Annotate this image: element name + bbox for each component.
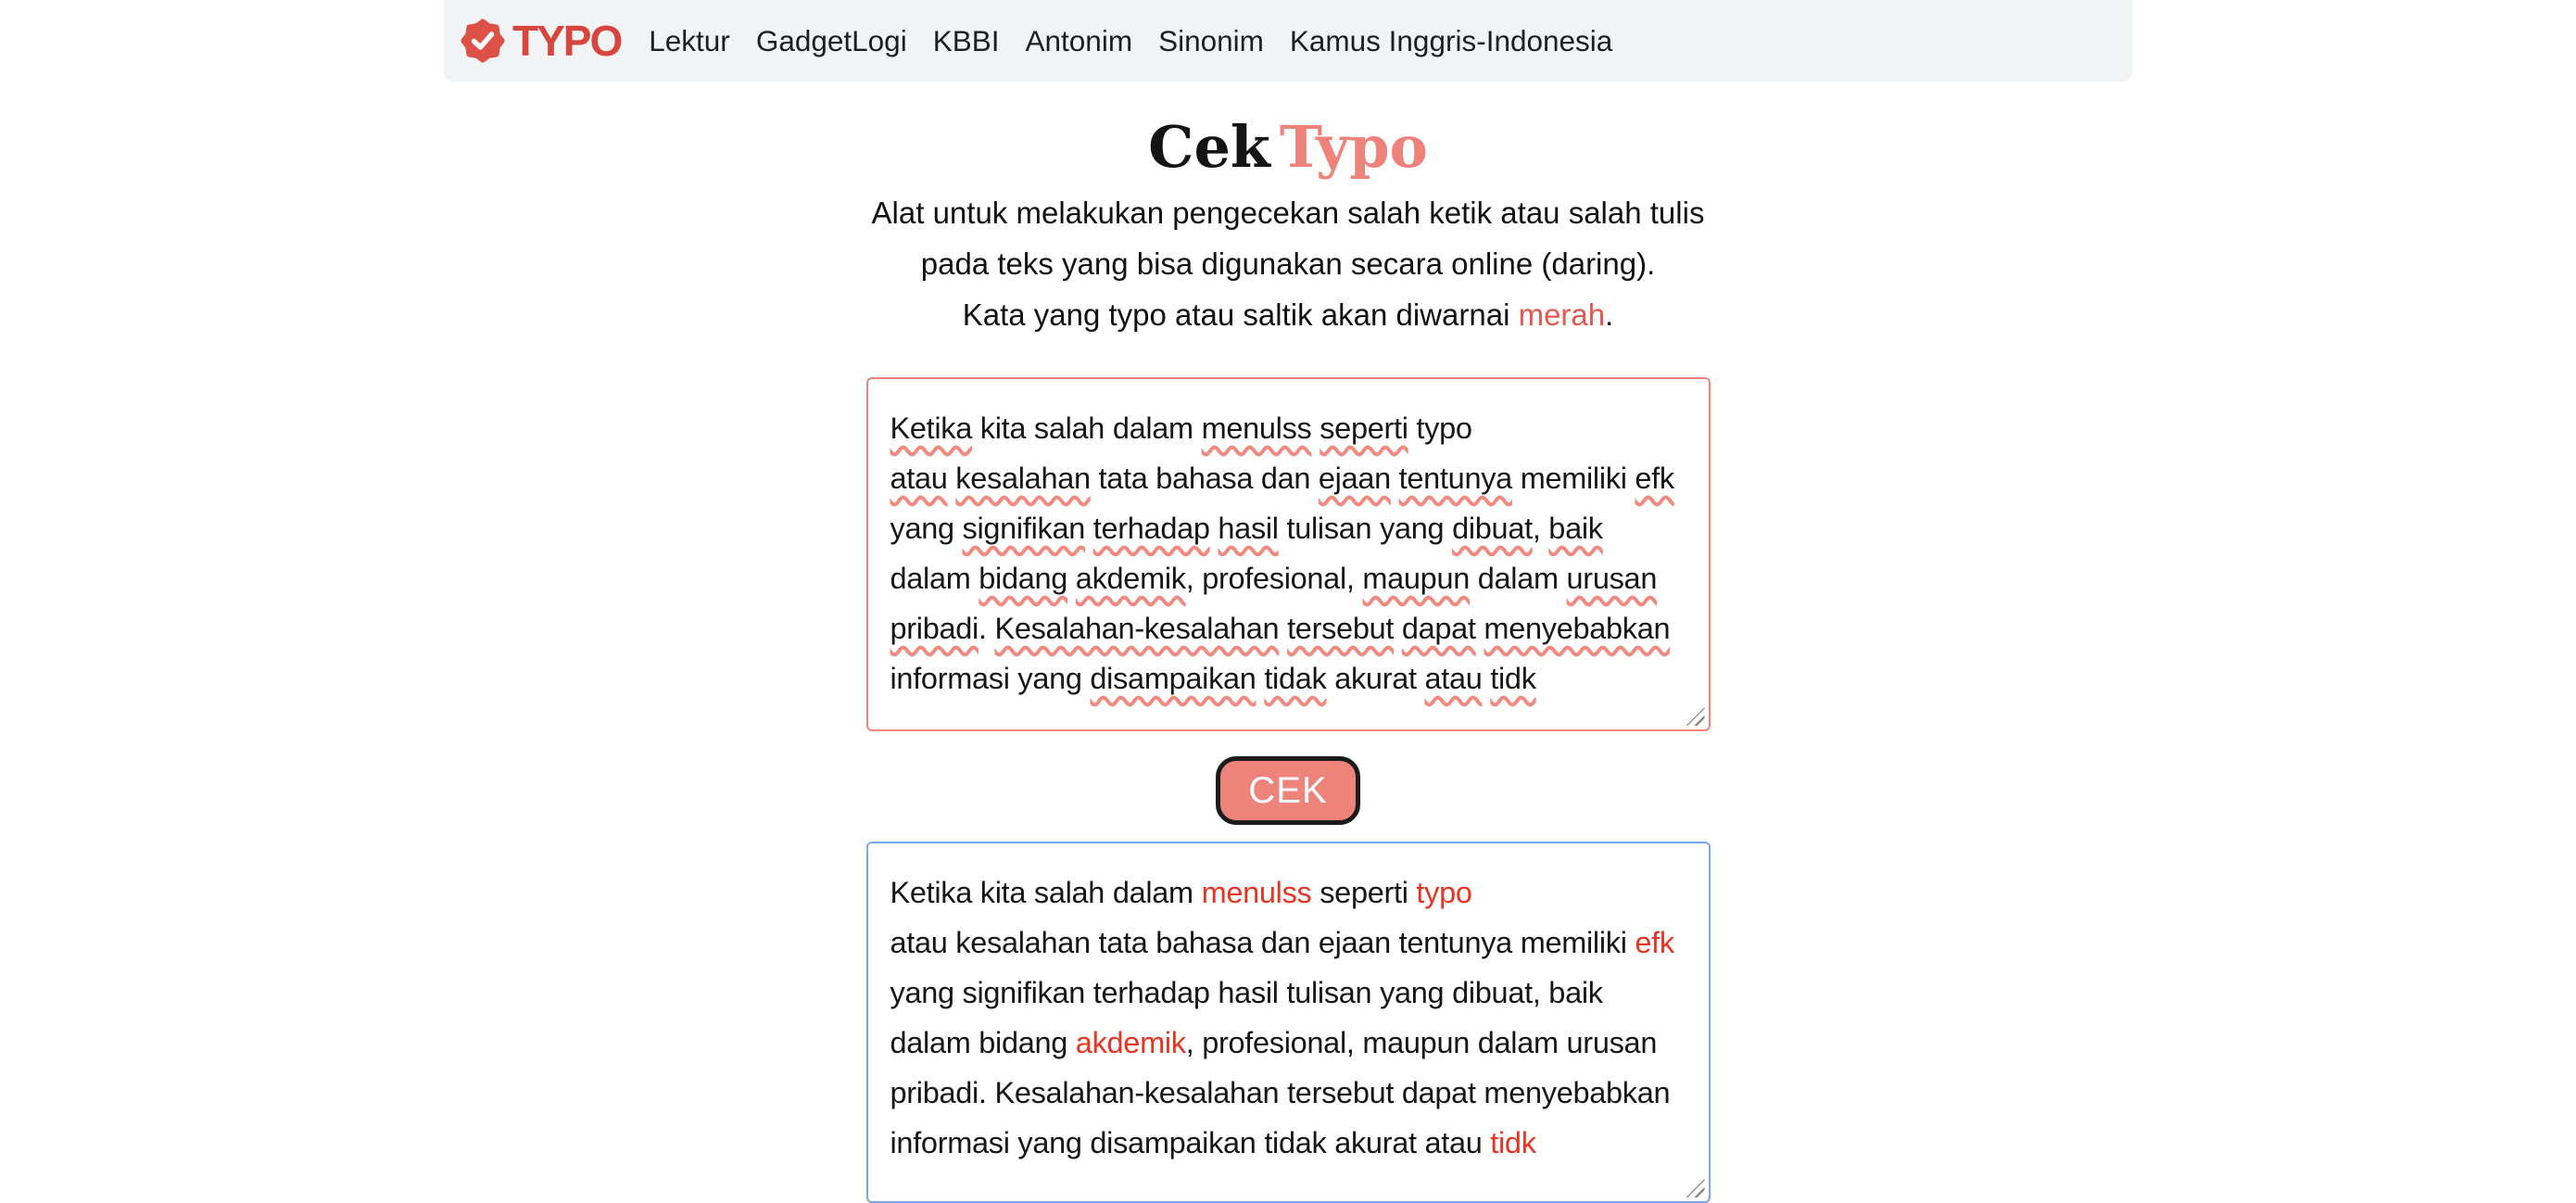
misspelled-word: Kesalahan-kesalahan bbox=[994, 612, 1280, 645]
resize-handle-icon[interactable] bbox=[1686, 1179, 1705, 1197]
misspelled-word: dibuat bbox=[1452, 512, 1533, 545]
misspelled-word: hasil bbox=[1218, 512, 1279, 545]
page-title bbox=[444, 113, 2132, 181]
input-textarea[interactable]: Ketika kita salah dalam menulss seperti typo atau kesalahan tata bahasa dan ejaan tentunya memiliki efk yang signifikan terhadap hasil tulisan yang dibuat, baik dalam bidang akdemik, profesional, maupun dalam urusan pribadi. Kesalahan-kesalahan tersebut dapat menyebabkan informasi yang disampaikan tidak akurat atau tidk bbox=[866, 377, 1711, 731]
typo-word: tidk bbox=[1490, 1126, 1536, 1159]
nav-item-kbbi[interactable]: KBBI bbox=[932, 23, 1000, 57]
main-content bbox=[444, 113, 2132, 1203]
misspelled-word: menyebabkan bbox=[1484, 612, 1671, 645]
misspelled-word: tentunya bbox=[1398, 462, 1512, 495]
nav-item-sinonim[interactable]: Sinonim bbox=[1158, 23, 1264, 57]
misspelled-word: Ketika bbox=[890, 412, 973, 445]
misspelled-word: ejaan bbox=[1318, 462, 1391, 495]
typo-word: menulss bbox=[1201, 876, 1312, 909]
misspelled-word: tersebut bbox=[1287, 612, 1395, 645]
logo-text: TYPO bbox=[512, 17, 622, 65]
misspelled-word: baik bbox=[1548, 512, 1603, 545]
misspelled-word: tidk bbox=[1490, 662, 1536, 695]
nav-item-kamus-inggris-indonesia[interactable]: Kamus Inggris-Indonesia bbox=[1289, 23, 1613, 57]
misspelled-word: terhadap bbox=[1092, 512, 1210, 545]
logo-link[interactable] bbox=[461, 16, 621, 66]
misspelled-word: bidang bbox=[979, 562, 1068, 595]
misspelled-word: signifikan bbox=[962, 512, 1086, 545]
navbar bbox=[444, 0, 2132, 82]
misspelled-word: efk bbox=[1635, 462, 1674, 495]
misspelled-word: tidak bbox=[1264, 662, 1327, 695]
typo-word: akdemik bbox=[1075, 1026, 1186, 1059]
check-seal-icon bbox=[461, 19, 505, 63]
nav-item-lektur[interactable]: Lektur bbox=[649, 23, 730, 57]
description-line-2: pada teks yang bisa digunakan secara online (daring). bbox=[920, 247, 1656, 281]
misspelled-word: maupun bbox=[1362, 562, 1471, 595]
misspelled-word: menulss bbox=[1201, 412, 1312, 445]
nav-item-antonim[interactable]: Antonim bbox=[1025, 23, 1133, 57]
misspelled-word: pribadi bbox=[890, 612, 979, 645]
page bbox=[444, 0, 2132, 1203]
description-line-1: Alat untuk melakukan pengecekan salah ketik atau salah tulis bbox=[871, 196, 1705, 230]
title-word-typo: Typo bbox=[1279, 113, 1428, 181]
misspelled-word: disampaikan bbox=[1090, 662, 1256, 695]
resize-handle-icon[interactable] bbox=[1686, 707, 1705, 726]
misspelled-word: urusan bbox=[1566, 562, 1658, 595]
description-line-3-text: Kata yang typo atau saltik akan diwarnai bbox=[962, 298, 1519, 332]
merah-highlight: merah bbox=[1518, 298, 1606, 332]
misspelled-word: kesalahan bbox=[955, 462, 1091, 495]
typo-word: typo bbox=[1416, 876, 1472, 909]
output-result-box[interactable]: Ketika kita salah dalam menulss seperti typo atau kesalahan tata bahasa dan ejaan tentunya memiliki efk yang signifikan terhadap hasil tulisan yang dibuat, baik dalam bidang akdemik, profesional, maupun dalam urusan pribadi. Kesalahan-kesalahan tersebut dapat menyebabkan informasi yang disampaikan tidak akurat atau tidk bbox=[866, 842, 1711, 1203]
nav-item-gadgetlogi[interactable]: GadgetLogi bbox=[755, 23, 907, 57]
typo-word: efk bbox=[1635, 926, 1674, 959]
misspelled-word: dapat bbox=[1401, 612, 1476, 645]
description bbox=[444, 187, 2132, 340]
title-word-cek: Cek bbox=[1148, 113, 1270, 181]
description-line-3-period: . bbox=[1605, 298, 1614, 332]
misspelled-word: akdemik bbox=[1075, 562, 1186, 595]
misspelled-word: atau bbox=[890, 462, 948, 495]
description-line-3 bbox=[444, 289, 2132, 340]
misspelled-word: atau bbox=[1424, 662, 1483, 695]
misspelled-word: seperti bbox=[1320, 412, 1408, 445]
check-button[interactable]: CEK bbox=[1216, 756, 1360, 825]
